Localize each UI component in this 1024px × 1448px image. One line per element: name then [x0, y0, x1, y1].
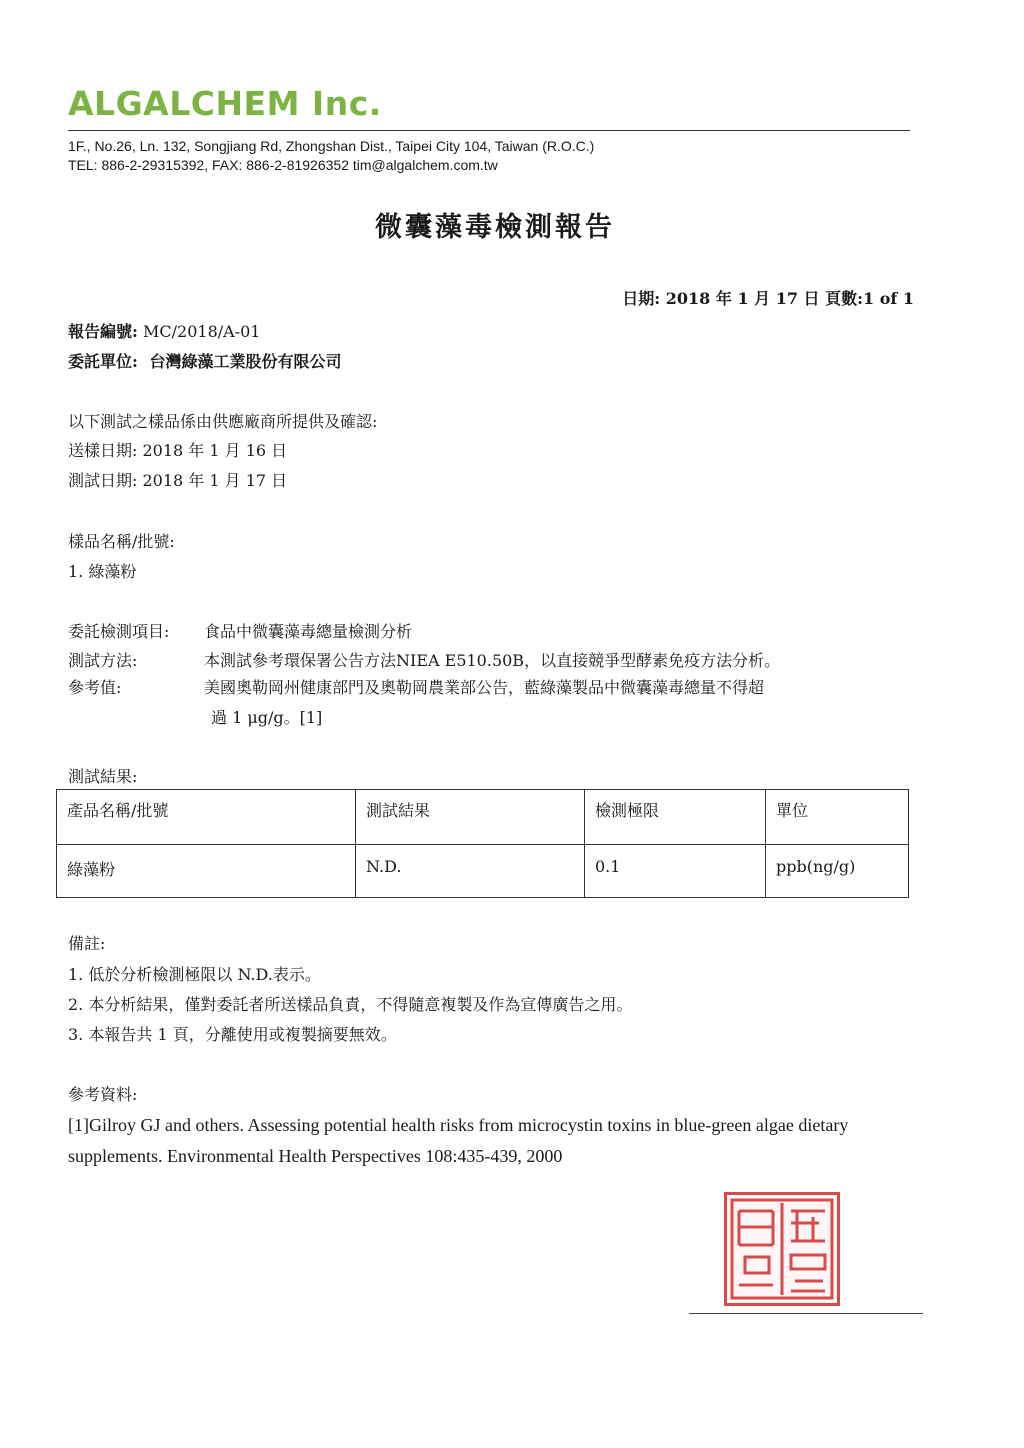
test-item-label: 委託檢測項目:: [68, 622, 170, 641]
report-date-line: 日期: 2018 年 1 月 17 日 頁數:1 of 1: [622, 289, 914, 308]
company-contact: TEL: 886-2-29315392, FAX: 886-2-81926352 tim@algalchem.com.tw: [68, 157, 498, 173]
reference-citation: [1]Gilroy GJ and others. Assessing potential health risks from microcystin toxins in blue-green algae dietary supplements. Environmental Health Perspectives 108:435-439, 2000: [68, 1115, 849, 1166]
notes-label: 備註:: [68, 934, 106, 953]
report-number-row: [68, 322, 260, 342]
results-label: 測試結果:: [68, 767, 138, 786]
reference-value-line1: 美國奧勒岡州健康部門及奧勒岡農業部公告，藍綠藻製品中微囊藻毒總量不得超: [204, 678, 765, 697]
result-cell-result: N.D.: [356, 845, 585, 898]
client-label: 委託單位:: [68, 352, 138, 371]
sample-item: 1. 綠藻粉: [68, 562, 137, 581]
results-table: [56, 789, 909, 898]
note-item: 2. 本分析結果，僅對委託者所送樣品負責，不得隨意複製及作為宣傳廣告之用。: [68, 995, 633, 1014]
client-row: [68, 352, 342, 372]
report-number: MC/2018/A-01: [143, 322, 261, 341]
sample-intro: 以下測試之樣品係由供應廠商所提供及確認:: [68, 412, 378, 431]
results-header-cell: 測試結果: [356, 790, 585, 845]
result-cell-unit: ppb(ng/g): [766, 845, 909, 898]
results-header-cell: 單位: [766, 790, 909, 845]
results-header-cell: 產品名稱/批號: [57, 790, 356, 845]
result-cell-product: 綠藻粉: [57, 845, 356, 898]
test-item-value: 食品中微囊藻毒總量檢測分析: [204, 622, 413, 641]
note-item: 3. 本報告共 1 頁，分離使用或複製摘要無效。: [68, 1025, 397, 1044]
company-address: 1F., No.26, Ln. 132, Songjiang Rd, Zhongshan Dist., Taipei City 104, Taiwan (R.O.C.): [68, 138, 595, 154]
company-address-block: [68, 137, 594, 175]
official-seal: [724, 1192, 840, 1306]
references-label: 參考資料:: [68, 1085, 138, 1104]
test-method-label: 測試方法:: [68, 651, 138, 670]
note-item: 1. 低於分析檢測極限以 N.D.表示。: [68, 965, 321, 984]
send-date: 送樣日期: 2018 年 1 月 16 日: [68, 441, 288, 460]
header-divider: [68, 130, 910, 131]
results-header-cell: 檢測極限: [585, 790, 766, 845]
sample-label: 樣品名稱/批號:: [68, 532, 175, 551]
results-header-row: [57, 790, 909, 845]
signature-line: [689, 1313, 923, 1314]
client-name: 台灣綠藻工業股份有限公司: [149, 352, 342, 371]
company-logo: ALGALCHEM Inc.: [68, 84, 382, 123]
result-cell-limit: 0.1: [585, 845, 766, 898]
reference-value-label: 參考值:: [68, 678, 122, 697]
seal-glyph-icon: [727, 1195, 837, 1303]
test-date: 測試日期: 2018 年 1 月 17 日: [68, 471, 288, 490]
report-number-label: 報告編號:: [68, 322, 138, 341]
reference-value-line2: 過 1 μg/g。[1]: [211, 708, 323, 727]
table-row: [57, 845, 909, 898]
report-title: 微囊藻毒檢測報告: [375, 212, 615, 243]
test-method-value: 本測試參考環保署公告方法NIEA E510.50B，以直接競爭型酵素免疫方法分析。: [204, 651, 781, 670]
